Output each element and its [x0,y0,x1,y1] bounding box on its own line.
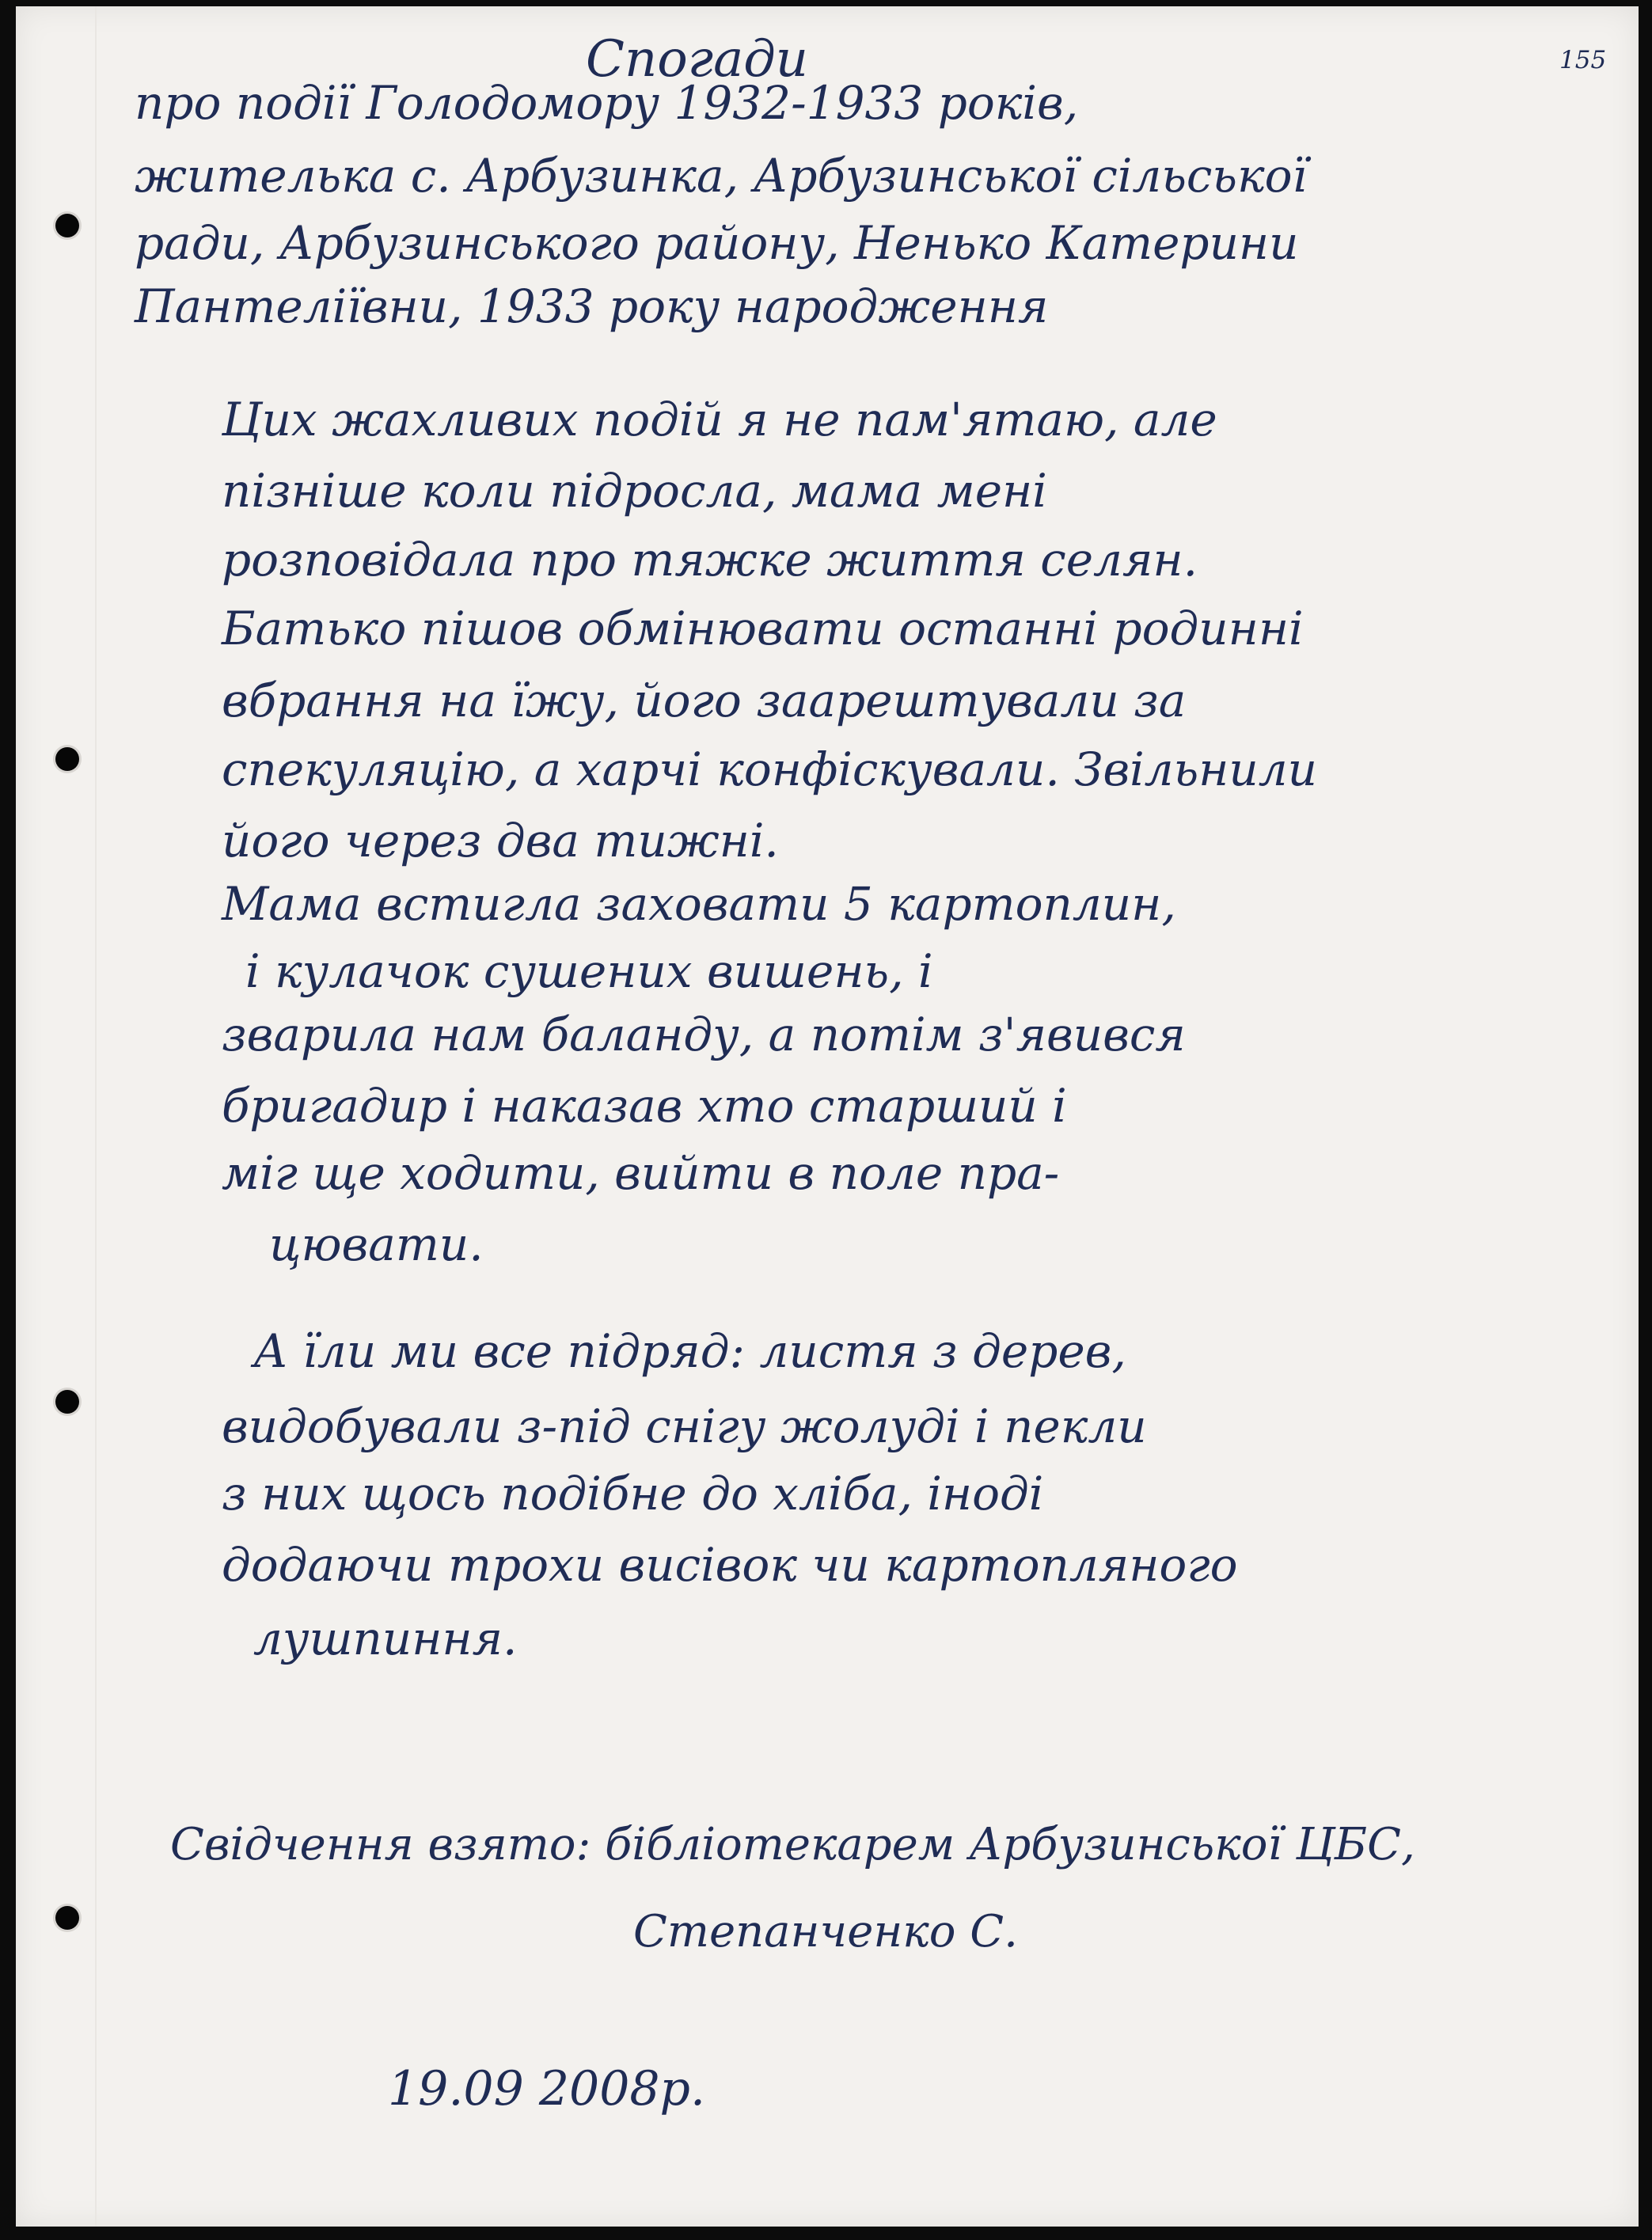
body-line: спекуляцію, а харчі конфіскували. Звільнили [222,742,1317,796]
page-margin-line [95,6,97,2227]
body-line: Мама встигла заховати 5 картоплин, [222,877,1176,931]
body-line: видобували з-під снігу жолуді і пекли [222,1399,1147,1453]
body-line: пізніше коли підросла, мама мені [222,464,1047,518]
signature-line: Свідчення взято: бібліотекарем Арбузинської ЦБС, [170,1819,1415,1870]
body-line: міг ще ходити, вийти в поле пра- [222,1146,1060,1200]
punch-hole-icon [55,1390,79,1414]
body-line: його через два тижні. [222,814,779,868]
body-line: А їли ми все підряд: листя з дерев, [253,1324,1126,1378]
punch-hole-icon [55,747,79,771]
page-number: 155 [1559,46,1607,74]
document-date: 19.09 2008р. [388,2061,706,2117]
body-line: зварила нам баланду, а потім з'явився [222,1008,1186,1061]
header-line: про події Голодомору 1932-1933 років, [135,76,1079,130]
header-line: жителька с. Арбузинка, Арбузинської сільської [135,149,1308,203]
body-line: розповідала про тяжке життя селян. [222,533,1198,587]
body-line: Цих жахливих подій я не пам'ятаю, але [222,393,1217,446]
body-line: лушпиння. [253,1612,518,1665]
body-line: цювати. [269,1217,484,1271]
punch-hole-icon [55,214,79,237]
header-line: ради, Арбузинського району, Ненько Катерини [135,216,1299,270]
body-line: бригадир і наказав хто старший і [222,1079,1067,1133]
punch-hole-icon [55,1906,79,1930]
body-line: Батько пішов обмінювати останні родинні [222,602,1304,655]
body-line: додаючи трохи висівок чи картопляного [222,1538,1238,1592]
body-line: і кулачок сушених вишень, і [245,944,933,998]
body-line: з них щось подібне до хліба, іноді [222,1467,1044,1521]
body-line: вбрання на їжу, його заарештували за [222,674,1187,727]
document-page [16,6,1639,2227]
header-line: Пантеліївни, 1933 року народження [135,279,1049,333]
document-title: Спогади [586,30,808,89]
signature-name: Степанченко С. [633,1906,1018,1957]
